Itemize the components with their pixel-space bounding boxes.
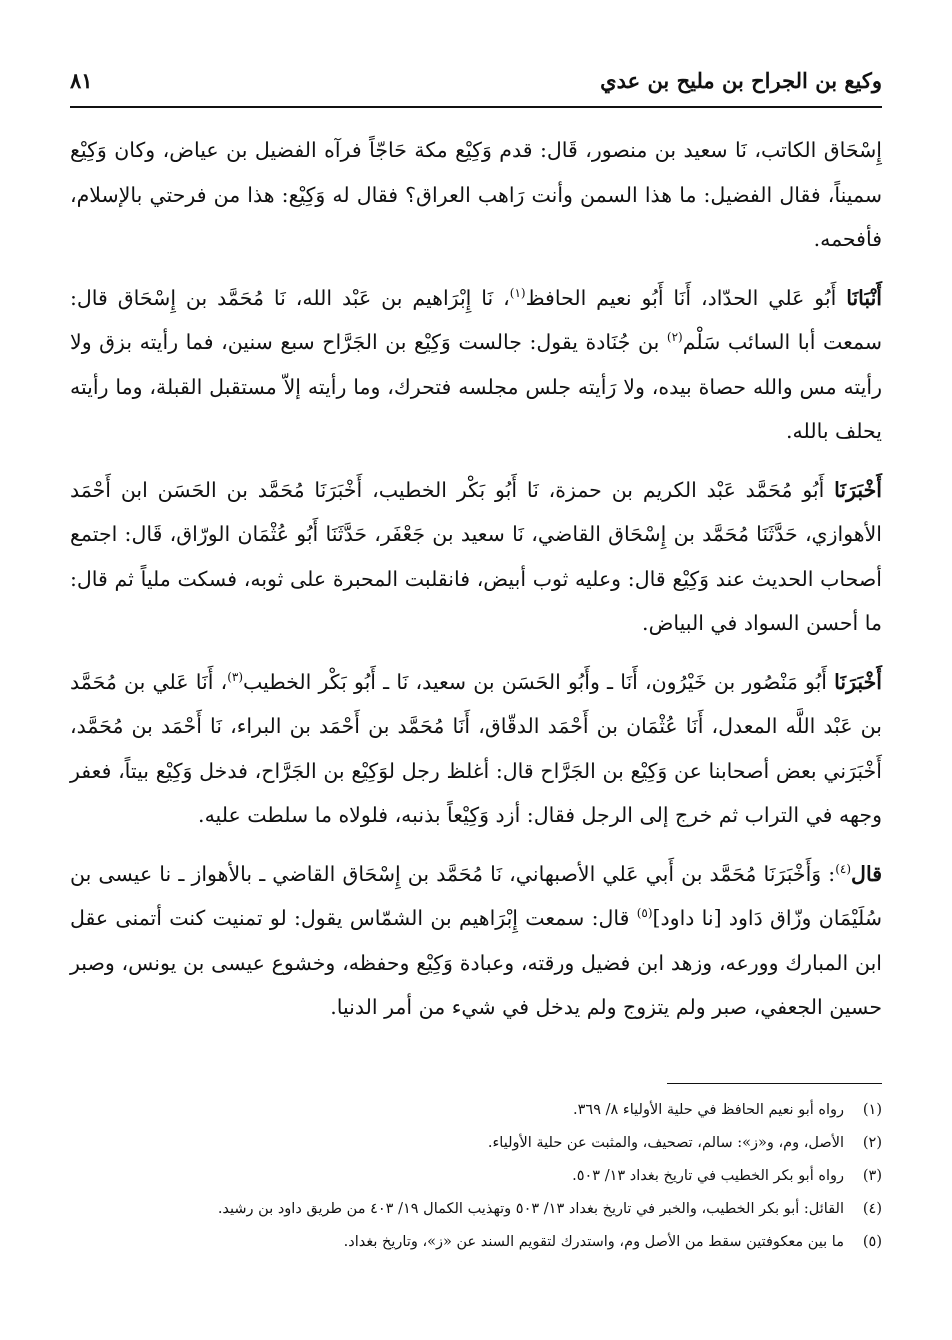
paragraph-text: ، نَا إِبْرَاهيم بن عَبْد الله، نَا مُحَمَّد بن إِسْحَاق قال: سمعت أبا السائب سَلْم — [70, 285, 882, 354]
paragraph — [70, 660, 882, 838]
footnote-reference: (٥) — [636, 906, 653, 921]
footnote-number: (٢) — [862, 1135, 882, 1151]
paragraph-text: أَبُو عَلي الحدّاد، أَنَا أَبُو نعيم الحافظ — [525, 285, 847, 310]
footnote-reference: (٤) — [835, 861, 852, 876]
header-rule — [70, 106, 882, 108]
footnotes — [70, 1094, 882, 1259]
footnote-rule — [667, 1083, 882, 1084]
footnote-text: رواه أبو بكر الخطيب في تاريخ بغداد ١٣/ ٥٠٣. — [572, 1168, 844, 1184]
footnote-text: القائل: أبو بكر الخطيب، والخبر في تاريخ بغداد ١٣/ ٥٠٣ وتهذيب الكمال ١٩/ ٤٠٣ من طريق داود بن رشيد. — [217, 1201, 844, 1217]
footnote-item — [70, 1127, 882, 1160]
footnote-reference: (١) — [509, 285, 526, 300]
paragraph-text: أَبُو مَنْصُور بن خَيْرُون، أَنَا ـ وأَبُو الحَسَن بن سعيد، نَا ـ أَبُو بَكْر الخطيب — [243, 669, 835, 694]
paragraph-lead-word: قال — [851, 861, 882, 886]
paragraph — [70, 276, 882, 454]
page-number: ٨١ — [70, 67, 93, 93]
paragraph — [70, 852, 882, 1030]
footnote-reference: (٢) — [666, 330, 683, 345]
footnote-number: (٥) — [862, 1234, 882, 1250]
footnote-reference: (٣) — [227, 669, 244, 684]
paragraph-lead-word: أَخْبَرَنَا — [834, 477, 882, 502]
footnote-item — [70, 1094, 882, 1127]
footnote-number: (٤) — [862, 1201, 882, 1217]
paragraph-text: ، أَنَا عَلي بن مُحَمَّد بن عَبْد اللَّه المعدل، أَنَا عُثْمَان بن أَحْمَد الدقّاق، أَنَا مُحَمَّد بن أَحْمَد بن البراء، نَا أَحْمَد بن مُحَمَّد، أَخْبَرَني بعض أصحابنا عن وَكِيْع بن الجَرَّاح قال: أغلظ رجل لوَكِيْع بن الجَرَّاح، فدخل وَكِيْع بيتاً، فعفر وجهه في التراب ثم خرج إلى الرجل فقال: أزد وَكِيْعاً بذنبه، فلولاه ما سلطت عليه. — [70, 669, 882, 827]
paragraph-text: إِسْحَاق الكاتب، نَا سعيد بن منصور، قَال: قدم وَكِيْع مكة حَاجّاً فرآه الفضيل بن عياض، وكان وَكِيْع سميناً، فقال الفضيل: ما هذا السمن وأنت رَاهب العراق؟ فقال له وَكِيْع: هذا من فرحتي بالإسلام، فأفحمه. — [70, 138, 882, 251]
footnote-text: الأصل، وم، و«ز»: سالم، تصحيف، والمثبت عن حلية الأولياء. — [487, 1135, 844, 1151]
paragraph-text: قال: سمعت إِبْرَاهيم بن الشمّاس يقول: لو تمنيت كنت أتمنى عقل ابن المبارك وورعه، وزهد ابن فضيل ورقته، وعبادة وَكِيْع وحفظه، وخشوع عيسى بن يونس، وصبر حسين الجعفي، صبر ولم يتزوج ولم يدخل في شيء من أمر الدنيا. — [70, 906, 882, 1019]
footnote-item — [70, 1160, 882, 1193]
running-title: وكيع بن الجراح بن مليح بن عدي — [600, 67, 882, 93]
paragraph-text: أَبُو مُحَمَّد عَبْد الكريم بن حمزة، نَا أَبُو بَكْر الخطيب، أَخْبَرَنَا مُحَمَّد بن الحَسَن ابن أَحْمَد الأهوازي، حَدَّثَنَا مُحَمَّد بن إِسْحَاق القاضي، نَا سعيد بن جَعْفَر، حَدَّثَنَا أَبُو عُثْمَان الورّاق، قَال: اجتمع أصحاب الحديث عند وَكِيْع قال: وعليه ثوب أبيض، فانقلبت المحبرة على ثوبه، فسكت ملياً ثم قال: ما أحسن السواد في البياض. — [70, 477, 882, 635]
main-text — [70, 128, 882, 1044]
footnote-text: ما بين معكوفتين سقط من الأصل وم، واستدرك لتقويم السند عن «ز»، وتاريخ بغداد. — [343, 1234, 844, 1250]
paragraph — [70, 468, 882, 646]
footnote-item — [70, 1193, 882, 1226]
footnote-number: (١) — [862, 1102, 882, 1118]
running-header — [70, 58, 882, 102]
paragraph — [70, 128, 882, 262]
footnote-item — [70, 1226, 882, 1259]
paragraph-text: : وَأَخْبَرَنَا مُحَمَّد بن أَبي عَلي الأصبهاني، نَا مُحَمَّد بن إِسْحَاق القاضي ـ بالأهواز ـ نا عيسى بن سُلَيْمَان وزّاق دَاود [نا داود] — [70, 861, 883, 930]
paragraph-lead-word: أَنْبَانَا — [846, 285, 882, 310]
footnote-text: رواه أبو نعيم الحافظ في حلية الأولياء ٨/ ٣٦٩. — [573, 1102, 844, 1118]
paragraph-lead-word: أَخْبَرَنَا — [834, 669, 882, 694]
footnote-number: (٣) — [862, 1168, 882, 1184]
paragraph-text: بن جُنَادة يقول: جالست وَكِيْع بن الجَرَّاح سبع سنين، فما رأيته بزق ولا رأيته مس والله حصاة بيده، ولا رَأيته جلس مجلسه فتحرك، وما رأيته إلاّ مستقبل القبلة، وما رأيته يحلف بالله. — [70, 330, 882, 443]
